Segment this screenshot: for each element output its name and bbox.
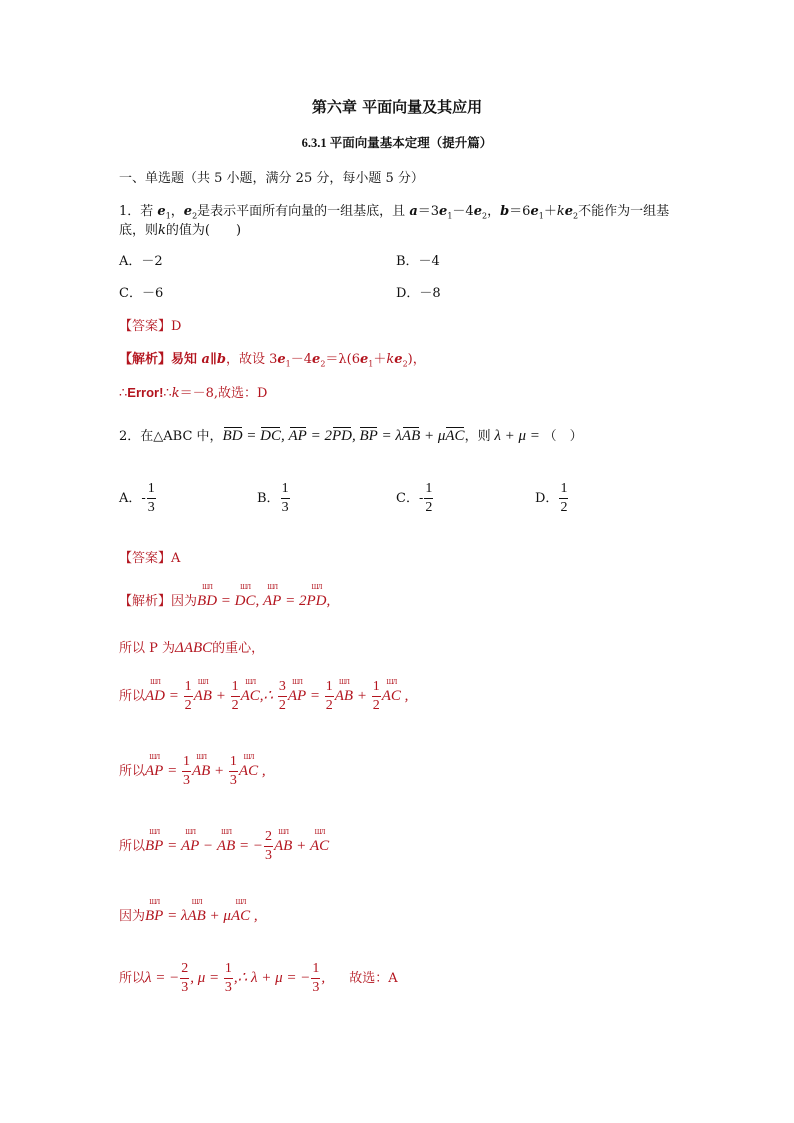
q2-step-3: 所以ШЛ AD = $\frac{1}{2}$ ШЛ AB + $\frac{1}{2}$ ШЛ AC,∴ $\frac{3}{2}$ ШЛ AP = $\frac{1}{2}$ ШЛ AB + $\frac{1}{2}$ ШЛ AC , xyxy=(119,680,408,713)
q2-stem: 2．在△ABC 中，BD = DC, AP = 2PD, BP = λAB + μAC，则 λ + μ = （ ） xyxy=(119,428,583,444)
q2-answer: 【答案】A xyxy=(119,551,181,566)
q2-step-6: 因为ШЛ BP = λШЛ AB + μШЛ AC , xyxy=(119,905,258,925)
q2-step-5: 所以ШЛ BP = ШЛ AP − ШЛ AB = − $\frac{2}{3}$ ШЛ AB + ШЛ AC xyxy=(119,830,329,863)
chapter-title: 第六章 平面向量及其应用 xyxy=(311,98,483,116)
q1-analysis: 【解析】易知 a∥b，故设 $3e_1-4e_2=\lambda(6e_1+ke_2)$， xyxy=(119,352,426,369)
q1-line-2: 底，则k的值为( ) xyxy=(119,223,242,238)
q1-option-a: A．－2 xyxy=(119,254,163,269)
q2-option-a: A．- $\frac{1}{3}$ xyxy=(119,481,155,515)
q2-option-d: D． $\frac{1}{2}$ xyxy=(535,481,568,515)
q1-option-d: D．－8 xyxy=(396,286,441,301)
q2-step-1: 【解析】因为ШЛ BD = ШЛ DC, ШЛ AP = 2ШЛ PD, xyxy=(119,590,330,610)
question-type-heading: 一、单选题（共 5 小题，满分 25 分，每小题 5 分） xyxy=(119,171,424,186)
q1-option-c: C．－6 xyxy=(119,286,164,301)
q1-line-1: 1．若 $e_1$，$e_2$是表示平面所有向量的一组基底，且 $a=3e_1-4e_2$，$b=6e_1+ke_2$不能作为一组基 xyxy=(119,204,670,221)
section-subtitle: 6.3.1 平面向量基本定理（提升篇） xyxy=(301,136,493,150)
q2-step-4: 所以ШЛ AP = $\frac{1}{3}$ ШЛ AB + $\frac{1}{3}$ ШЛ AC , xyxy=(119,755,266,788)
q1-option-b: B．－4 xyxy=(396,254,440,269)
q2-option-b: B． $\frac{1}{3}$ xyxy=(257,481,289,515)
q2-step-7: 所以λ = − $\frac{2}{3}$ , μ = $\frac{1}{3}$ ,∴ λ + μ = − $\frac{1}{3}$ , 故选：A xyxy=(119,961,398,995)
q2-option-c: C．- $\frac{1}{2}$ xyxy=(396,481,433,515)
q1-answer: 【答案】D xyxy=(119,319,182,334)
q1-conclusion: ∴Error!∴k＝－8,故选：D xyxy=(119,385,268,401)
q2-step-2: 所以 P 为ΔABC的重心， xyxy=(119,640,265,656)
